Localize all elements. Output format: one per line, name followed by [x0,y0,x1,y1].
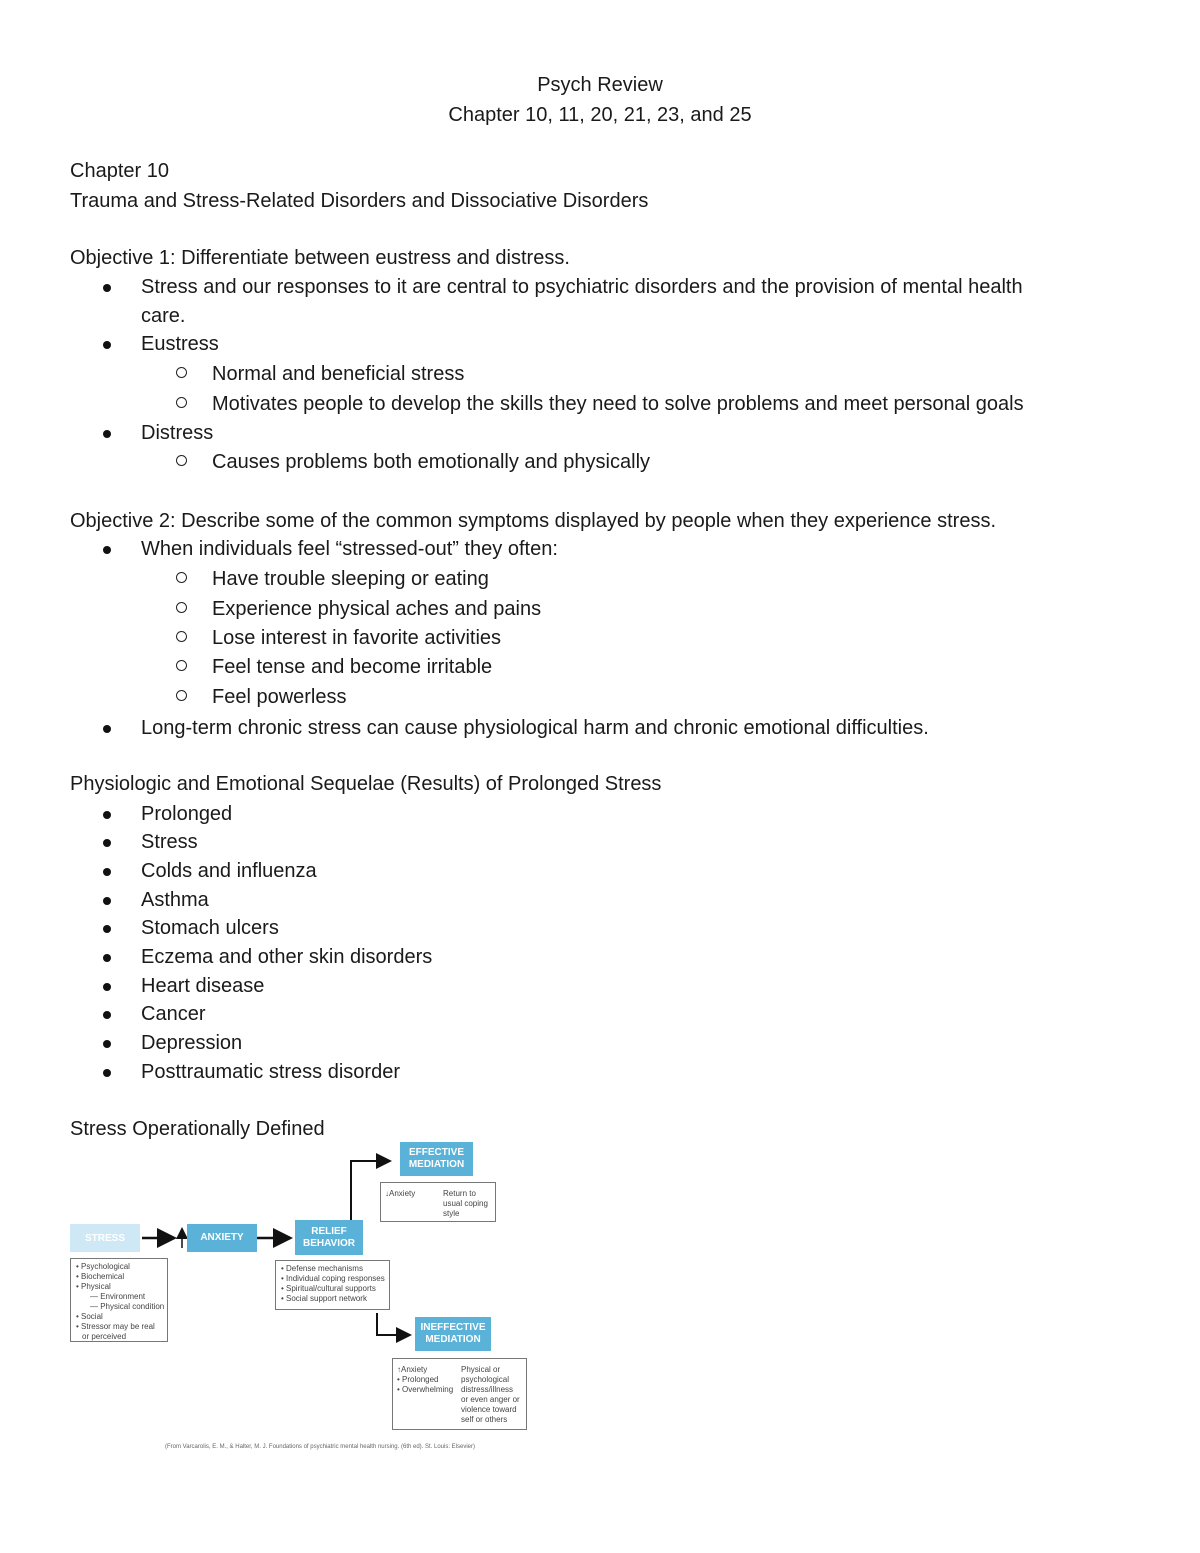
stressor-item: or perceived [82,1332,127,1341]
stressor-list-box [70,1258,168,1342]
bullet-icon [103,341,111,349]
bullet-text: Colds and influenza [141,860,317,882]
bullet-icon [103,284,111,292]
objective-1-heading: Objective 1: Differentiate between eustress and distress. [70,247,570,269]
bullet-icon [103,430,111,438]
ineffective-left-text: ↑Anxiety • Prolonged • Overwhelming [397,1365,454,1394]
relief-item: • Spiritual/cultural supports [281,1284,376,1293]
bullet-text: Eczema and other skin disorders [141,946,433,968]
circle-bullet-icon [176,690,187,701]
bullet-text: Posttraumatic stress disorder [141,1061,400,1083]
bullet-text: Prolonged [141,803,233,825]
objective-2-heading: Objective 2: Describe some of the common symptoms displayed by people when they experience stress. [70,510,996,532]
bullet-icon [103,546,111,554]
bullet-text: Eustress [141,333,219,355]
circle-bullet-icon [176,397,187,408]
ineffective-outcome-box [392,1358,527,1430]
bullet-text: Long-term chronic stress can cause physiological harm and chronic emotional difficulties. [141,717,929,739]
diagram-caption: (From Varcarolis, E. M., & Halter, M. J. Foundations of psychiatric mental health nursing. (6th ed). St. Louis: Elsevier) [165,1444,476,1450]
stressor-item: • Physical [76,1282,111,1291]
sequelae-heading: Physiologic and Emotional Sequelae (Results) of Prolonged Stress [70,773,662,795]
stressor-item: — Physical condition [90,1302,165,1311]
sub-bullet-text: Motivates people to develop the skills they need to solve problems and meet personal goals [212,393,1024,415]
bullet-icon [103,839,111,847]
bullet-text: Depression [141,1032,243,1054]
relief-item: • Social support network [281,1294,367,1303]
bullet-text: Stomach ulcers [141,917,279,939]
effective-mediation-box: EFFECTIVE MEDIATION [400,1142,473,1176]
chapter-name: Trauma and Stress-Related Disorders and Dissociative Disorders [70,190,649,212]
relief-item: • Defense mechanisms [281,1264,363,1273]
circle-bullet-icon [176,602,187,613]
bullet-icon [103,954,111,962]
bullet-icon [103,868,111,876]
ineffective-right-text: Physical or psychological distress/illness or even anger or violence toward self or others [461,1365,520,1424]
relief-list-box [275,1260,390,1310]
bullet-icon [103,1069,111,1077]
doc-subtitle: Chapter 10, 11, 20, 21, 23, and 25 [448,104,752,126]
sub-bullet-text: Causes problems both emotionally and physically [212,451,651,473]
stressor-item: • Stressor may be real [76,1322,155,1331]
bullet-icon [103,983,111,991]
bullet-icon [103,725,111,733]
sub-bullet-text: Experience physical aches and pains [212,598,542,620]
bullet-icon [103,811,111,819]
bullet-icon [103,925,111,933]
stressor-item: • Social [76,1312,103,1321]
circle-bullet-icon [176,455,187,466]
effective-outcome-box [380,1182,496,1222]
arrow-to-ineffective [377,1313,408,1335]
sub-bullet-text: Lose interest in favorite activities [212,627,502,649]
relief-item: • Individual coping responses [281,1274,385,1283]
stressor-item: • Biochemical [76,1272,125,1281]
ineffective-mediation-box: INEFFECTIVE MEDIATION [415,1317,491,1351]
circle-bullet-icon [176,572,187,583]
sub-bullet-text: Feel tense and become irritable [212,656,493,678]
bullet-text: Stress and our responses to it are central to psychiatric disorders and the provision of mental health care. [141,276,1023,327]
effective-right-text: Return to usual coping style [443,1189,488,1218]
bullet-text: Stress [141,831,198,853]
bullet-text: Asthma [141,889,209,911]
bullet-icon [103,1011,111,1019]
stress-flow-diagram [70,1140,530,1450]
stress-box: STRESS [70,1224,140,1252]
bullet-text: Cancer [141,1003,206,1025]
bullet-icon [103,1040,111,1048]
chapter-label: Chapter 10 [70,160,169,182]
bullet-text: Distress [141,422,214,444]
circle-bullet-icon [176,367,187,378]
relief-behavior-box: RELIEF BEHAVIOR [295,1220,363,1255]
stressor-item: — Environment [90,1292,146,1301]
anxiety-box: ANXIETY [187,1224,257,1252]
sub-bullet-text: Feel powerless [212,686,347,708]
bullet-text: Heart disease [141,975,265,997]
stress-defined-heading: Stress Operationally Defined [70,1118,325,1140]
circle-bullet-icon [176,631,187,642]
bullet-icon [103,897,111,905]
stressor-item: • Psychological [76,1262,130,1271]
bullet-text: When individuals feel “stressed-out” they often: [141,538,558,560]
doc-title: Psych Review [537,74,663,96]
circle-bullet-icon [176,660,187,671]
sub-bullet-text: Normal and beneficial stress [212,363,465,385]
effective-left-text: ↓Anxiety [385,1189,416,1198]
sub-bullet-text: Have trouble sleeping or eating [212,568,489,590]
